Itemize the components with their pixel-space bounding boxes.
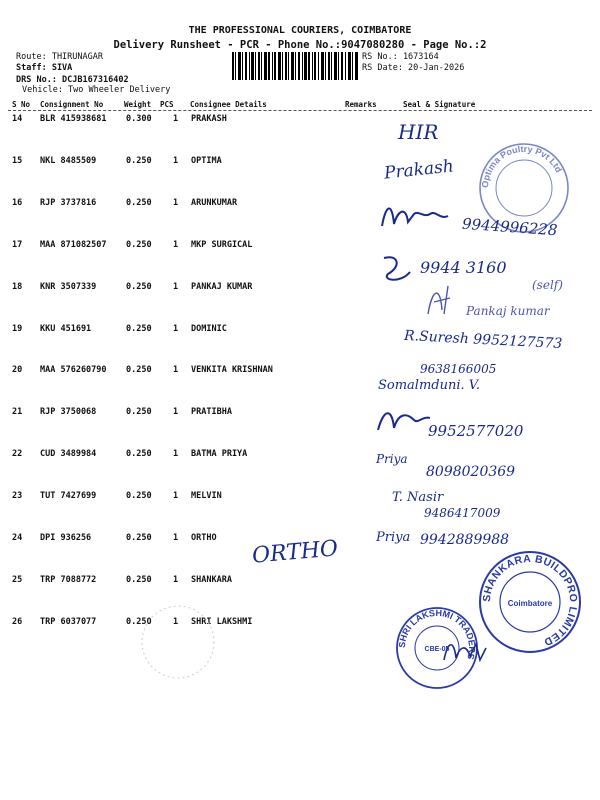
- row-consignment-no: NKL 8485509: [40, 156, 97, 166]
- phone-24: 9942889988: [420, 532, 510, 548]
- row-consignment-no: TUT 7427699: [40, 491, 97, 501]
- phone-17: 9944 3160: [420, 258, 507, 277]
- row-consignee: ARUNKUMAR: [191, 198, 238, 208]
- row-consignment-no: TRP 6037077: [40, 617, 97, 627]
- row-pcs: 1: [173, 449, 179, 459]
- phone-23: 9486417009: [424, 506, 501, 520]
- phone-22: 8098020369: [426, 464, 516, 480]
- signature-16-scribble: [378, 196, 468, 236]
- row-weight: 0.250: [126, 491, 152, 501]
- row-pcs: 1: [173, 198, 179, 208]
- row-consignee: PANKAJ KUMAR: [191, 282, 253, 292]
- row-consignee: DOMINIC: [191, 324, 227, 334]
- row-sno: 15: [12, 156, 23, 166]
- row-consignee: SHANKARA: [191, 575, 232, 585]
- shankara-stamp-sub: Coimbatore: [507, 599, 553, 608]
- row-weight: 0.250: [126, 533, 152, 543]
- row-consignee: OPTIMA: [191, 156, 222, 166]
- route-label: Route: THIRUNAGAR: [16, 52, 103, 62]
- name-20: Somalmduni. V.: [378, 378, 481, 393]
- row-weight: 0.250: [126, 282, 152, 292]
- row-pcs: 1: [173, 407, 179, 417]
- row-sno: 16: [12, 198, 23, 208]
- row-consignee: PRATIBHA: [191, 407, 232, 417]
- row-sno: 20: [12, 365, 23, 375]
- row-consignment-no: TRP 7088772: [40, 575, 97, 585]
- row-pcs: 1: [173, 324, 179, 334]
- row-sno: 14: [12, 114, 23, 124]
- col-sno: S No: [12, 100, 31, 109]
- row-weight: 0.250: [126, 240, 152, 250]
- signature-14: HIR: [398, 120, 439, 144]
- row-pcs: 1: [173, 114, 179, 124]
- faint-stamp: [138, 602, 218, 682]
- row-weight: 0.250: [126, 324, 152, 334]
- name-18: Pankaj kumar: [466, 304, 550, 318]
- row-pcs: 1: [173, 575, 179, 585]
- row-pcs: 1: [173, 156, 179, 166]
- row-sno: 17: [12, 240, 23, 250]
- optima-stamp-text: Optima Poultry Pvt Ltd: [479, 143, 564, 189]
- staff-label: Staff: SIVA: [16, 63, 73, 73]
- header-rule: [8, 110, 592, 111]
- row-consignment-no: KNR 3507339: [40, 282, 97, 292]
- barcode: [232, 52, 358, 80]
- phone-20: 9638166005: [420, 362, 497, 376]
- row-consignment-no: DPI 936256: [40, 533, 92, 543]
- row-consignment-no: KKU 451691: [40, 324, 92, 334]
- vehicle-label: Vehicle: Two Wheeler Delivery: [22, 85, 171, 95]
- row-sno: 25: [12, 575, 23, 585]
- rs-number: RS No.: 1673164: [362, 52, 439, 62]
- row-weight: 0.250: [126, 617, 152, 627]
- self-note-17: (self): [532, 278, 563, 292]
- row-consignment-no: MAA 576260790: [40, 365, 107, 375]
- row-weight: 0.250: [126, 575, 152, 585]
- row-weight: 0.250: [126, 407, 152, 417]
- col-remarks: Remarks: [345, 100, 377, 109]
- row-consignee: MELVIN: [191, 491, 222, 501]
- name-24: Priya: [376, 530, 411, 545]
- col-consignee: Consignee Details: [190, 100, 267, 109]
- row-consignee: BATMA PRIYA: [191, 449, 248, 459]
- row-weight: 0.250: [126, 198, 152, 208]
- row-consignment-no: CUD 3489984: [40, 449, 97, 459]
- row-consignment-no: RJP 3750068: [40, 407, 97, 417]
- row-pcs: 1: [173, 617, 179, 627]
- row-consignee: ORTHO: [191, 533, 217, 543]
- lakshmi-stamp-text: SHRI LAKSHMI TRADERS: [396, 607, 478, 661]
- row-sno: 24: [12, 533, 23, 543]
- row-sno: 21: [12, 407, 23, 417]
- row-pcs: 1: [173, 491, 179, 501]
- row-pcs: 1: [173, 533, 179, 543]
- row-weight: 0.250: [126, 449, 152, 459]
- shankara-stamp: [476, 548, 584, 656]
- phone-16: 9944996228: [461, 214, 558, 240]
- runsheet-title: Delivery Runsheet - PCR - Phone No.:9047080280 - Page No.:2: [113, 39, 487, 51]
- row-weight: 0.250: [126, 365, 152, 375]
- row-consignment-no: BLR 415938681: [40, 114, 107, 124]
- drs-label: DRS No.: DCJB167316402: [16, 75, 129, 85]
- row-consignment-no: MAA 871082507: [40, 240, 107, 250]
- phone-19: R.Suresh 9952127573: [403, 327, 563, 353]
- signature-17-scribble: [378, 252, 418, 288]
- row-sno: 22: [12, 449, 23, 459]
- signature-18-scribble: [420, 280, 460, 320]
- lakshmi-stamp-sub: CBE-05: [424, 646, 450, 653]
- row-sno: 19: [12, 324, 23, 334]
- signature-26-scribble: [440, 636, 490, 666]
- name-22: Priya: [376, 452, 408, 466]
- col-seal-signature: Seal & Signature: [403, 100, 476, 109]
- row-consignee: VENKITA KRISHNAN: [191, 365, 273, 375]
- company-title: THE PROFESSIONAL COURIERS, COIMBATORE: [188, 25, 412, 36]
- row-consignee: SHRI LAKSHMI: [191, 617, 253, 627]
- row-weight: 0.250: [126, 156, 152, 166]
- row-consignee: PRAKASH: [191, 114, 227, 124]
- row-consignment-no: RJP 3737816: [40, 198, 97, 208]
- col-weight: Weight: [124, 100, 152, 109]
- row-pcs: 1: [173, 282, 179, 292]
- rs-date: RS Date: 20-Jan-2026: [362, 63, 465, 73]
- row-sno: 26: [12, 617, 23, 627]
- signature-21-scribble: [374, 404, 434, 438]
- phone-21: 9952577020: [428, 422, 524, 440]
- row-pcs: 1: [173, 365, 179, 375]
- row-weight: 0.300: [126, 114, 152, 124]
- shankara-stamp-text: SHANKARA BUILDPRO LIMITED: [480, 552, 580, 649]
- row-sno: 18: [12, 282, 23, 292]
- row-consignee: MKP SURGICAL: [191, 240, 253, 250]
- col-consignment: Consignment No: [40, 100, 104, 109]
- row-sno: 23: [12, 491, 23, 501]
- remark-24: ORTHO: [251, 536, 340, 569]
- row-pcs: 1: [173, 240, 179, 250]
- name-23: T. Nasir: [392, 490, 444, 505]
- col-pcs: PCS: [160, 100, 174, 109]
- signature-15: Prakash: [383, 156, 455, 184]
